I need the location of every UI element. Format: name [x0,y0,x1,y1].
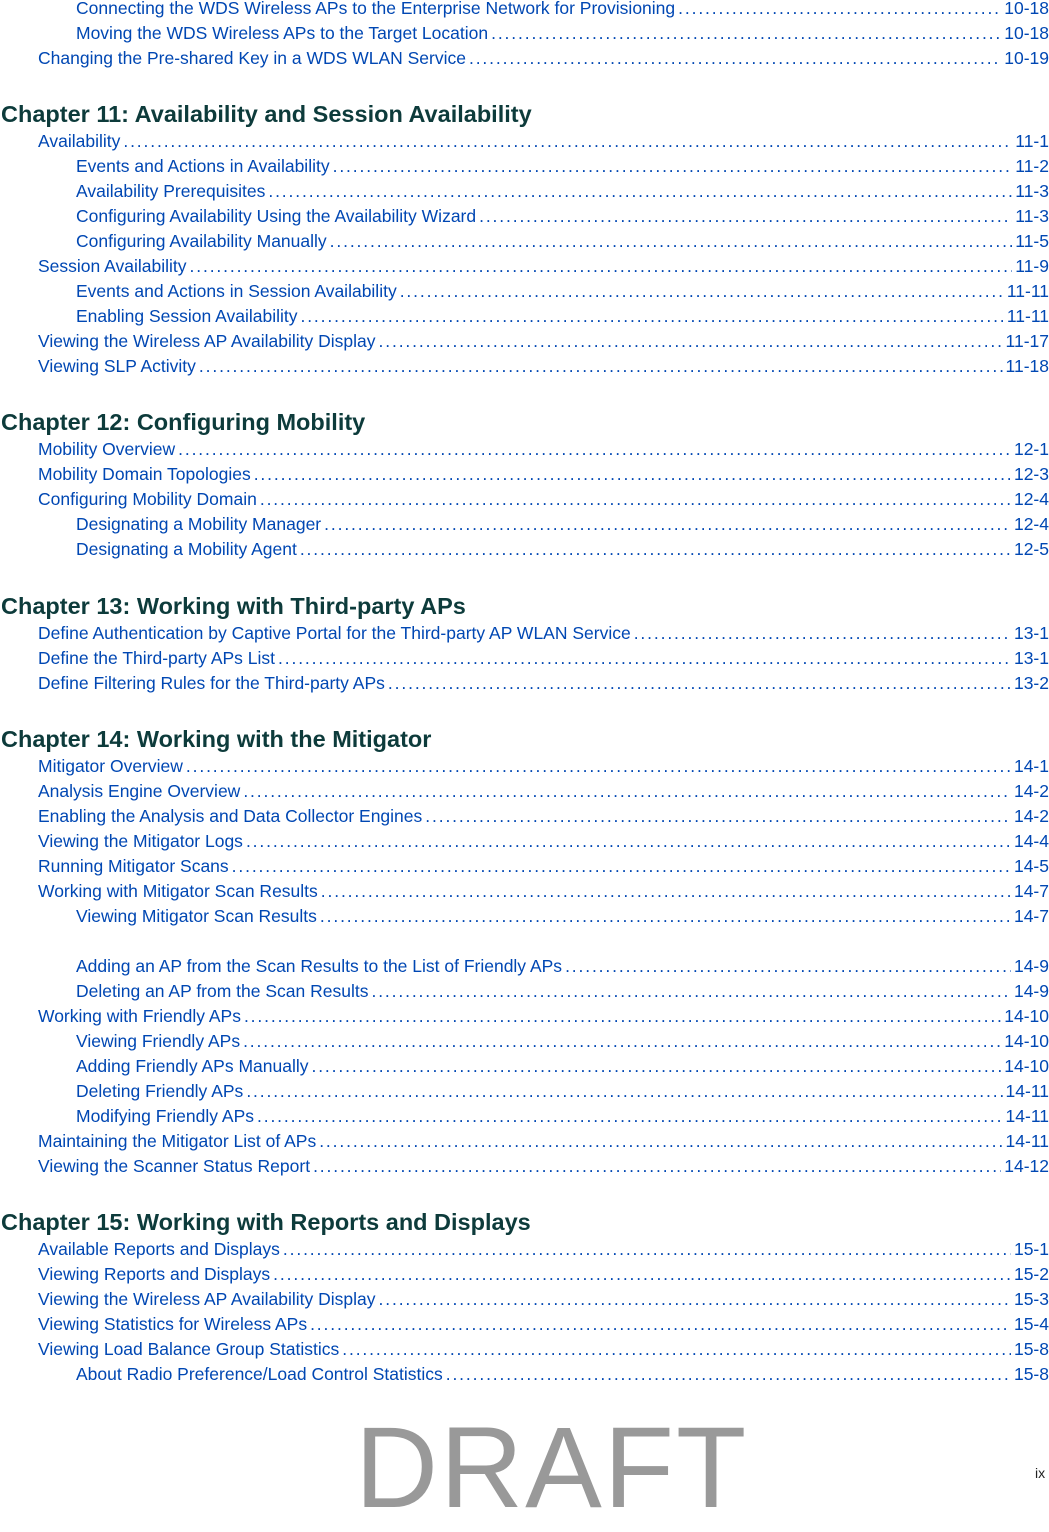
toc-entry[interactable] [76,205,1049,227]
toc-entry-title: Events and Actions in Availability [76,156,330,176]
toc-entry-title: Viewing Reports and Displays [38,1264,271,1284]
toc-entry-title: Mobility Overview [38,439,176,459]
toc-entry-page: 14-5 [1013,856,1049,876]
toc-entry[interactable] [38,647,1049,669]
toc-entry[interactable] [76,955,1049,977]
toc-entry[interactable] [38,1338,1049,1360]
toc-entry-page: 11-11 [1006,281,1049,301]
toc-entry-title: Running Mitigator Scans [38,856,229,876]
toc-entry-page: 15-1 [1013,1239,1049,1259]
toc-entry-title: Viewing the Scanner Status Report [38,1156,311,1176]
toc-entry[interactable] [76,0,1049,19]
toc-entry[interactable] [76,22,1049,44]
chapter-heading: Chapter 12: Configuring Mobility [1,409,366,435]
toc-entry[interactable] [38,1238,1049,1260]
toc-entry-page: 14-10 [1004,1056,1049,1076]
toc-entry-page: 14-10 [1004,1031,1049,1051]
toc-entry-title: Configuring Availability Manually [76,231,327,251]
toc-entry-page: 12-4 [1013,489,1049,509]
toc-entry-title: Availability Prerequisites [76,181,266,201]
toc-entry[interactable] [38,130,1049,152]
toc-entry-page: 15-2 [1013,1264,1049,1284]
toc-entry-page: 11-3 [1015,206,1049,226]
toc-entry-title: Viewing Statistics for Wireless APs [38,1314,308,1334]
toc-entry-title: Adding an AP from the Scan Results to the List of Friendly APs [76,956,563,976]
toc-entry-title: Changing the Pre-shared Key in a WDS WLAN Service [38,48,466,68]
toc-entry-page: 14-11 [1005,1081,1049,1101]
toc-entry[interactable] [38,1313,1049,1335]
toc-entry[interactable] [38,1263,1049,1285]
toc-entry-title: About Radio Preference/Load Control Statistics [76,1364,443,1384]
toc-entry[interactable] [76,905,1049,927]
toc-entry-title: Adding Friendly APs Manually [76,1056,309,1076]
toc-entry-title: Define Authentication by Captive Portal for the Third-party AP WLAN Service [38,623,631,643]
toc-entry[interactable] [38,880,1049,902]
toc-entry[interactable] [38,330,1049,352]
toc-entry-page: 10-18 [1004,23,1049,43]
toc-entry-page: 13-1 [1013,648,1049,668]
toc-entry-title: Define Filtering Rules for the Third-party APs [38,673,385,693]
toc-entry-title: Events and Actions in Session Availability [76,281,397,301]
toc-entry-page: 14-7 [1013,906,1049,926]
toc-entry-title: Enabling Session Availability [76,306,298,326]
toc-entry[interactable] [38,1005,1049,1027]
chapter-heading: Chapter 15: Working with Reports and Displays [1,1209,531,1235]
toc-entry-page: 11-3 [1015,181,1049,201]
toc-entry[interactable] [38,622,1049,644]
toc-entry-page: 10-18 [1004,0,1049,18]
toc-entry-title: Configuring Availability Using the Availability Wizard [76,206,477,226]
toc-entry[interactable] [38,755,1049,777]
toc-entry[interactable] [38,463,1049,485]
toc-entry-page: 14-4 [1013,831,1049,851]
toc-entry[interactable] [38,855,1049,877]
toc-entry-page: 12-3 [1013,464,1049,484]
toc-entry-page: 11-11 [1006,306,1049,326]
toc-entry-title: Designating a Mobility Agent [76,539,297,559]
toc-entry[interactable] [38,438,1049,460]
toc-entry-title: Maintaining the Mitigator List of APs [38,1131,317,1151]
toc-entry-title: Designating a Mobility Manager [76,514,322,534]
toc-entry[interactable] [38,47,1049,69]
toc-entry-page: 11-2 [1015,156,1049,176]
toc-entry-title: Connecting the WDS Wireless APs to the Enterprise Network for Provisioning [76,0,676,18]
toc-entry-title: Viewing the Wireless AP Availability Display [38,331,376,351]
toc-entry-page: 14-12 [1004,1156,1049,1176]
toc-entry-page: 14-10 [1004,1006,1049,1026]
toc-entry-title: Viewing Friendly APs [76,1031,241,1051]
toc-entry-page: 15-8 [1013,1364,1049,1384]
toc-entry-title: Analysis Engine Overview [38,781,241,801]
toc-entry-title: Viewing the Wireless AP Availability Display [38,1289,376,1309]
toc-entry[interactable] [38,672,1049,694]
toc-entry-page: 11-5 [1015,231,1049,251]
toc-entry-page: 15-8 [1013,1339,1049,1359]
toc-entry-page: 14-9 [1013,956,1049,976]
toc-entry-title: Mobility Domain Topologies [38,464,251,484]
toc-entry-title: Session Availability [38,256,187,276]
toc-entry[interactable] [38,255,1049,277]
toc-entry-title: Viewing Load Balance Group Statistics [38,1339,340,1359]
toc-entry-title: Viewing the Mitigator Logs [38,831,243,851]
toc-entry[interactable] [38,1288,1049,1310]
page-number: ix [1035,1465,1046,1481]
toc-entry[interactable] [76,1055,1049,1077]
toc-entry-page: 14-9 [1013,981,1049,1001]
toc-entry[interactable] [38,805,1049,827]
toc-entry-page: 13-1 [1013,623,1049,643]
toc-entry-page: 14-2 [1013,781,1049,801]
chapter-heading: Chapter 11: Availability and Session Availability [1,101,532,127]
toc-entry[interactable] [76,513,1049,535]
chapter-heading: Chapter 14: Working with the Mitigator [1,726,432,752]
toc-entry-page: 14-1 [1013,756,1049,776]
toc-entry-title: Configuring Mobility Domain [38,489,257,509]
toc-entry[interactable] [76,230,1049,252]
toc-entry-page: 14-11 [1005,1131,1049,1151]
toc-entry[interactable] [38,780,1049,802]
toc-entry-title: Define the Third-party APs List [38,648,276,668]
toc-entry[interactable] [76,280,1049,302]
toc-entry-page: 11-1 [1015,131,1049,151]
toc-entry-title: Enabling the Analysis and Data Collector Engines [38,806,423,826]
toc-entry-title: Deleting an AP from the Scan Results [76,981,369,1001]
toc-entry[interactable] [76,180,1049,202]
toc-entry-title: Modifying Friendly APs [76,1106,254,1126]
toc-entry-title: Mitigator Overview [38,756,183,776]
toc-entry-page: 14-2 [1013,806,1049,826]
chapter-heading: Chapter 13: Working with Third-party APs [1,593,466,619]
toc-entry-title: Available Reports and Displays [38,1239,280,1259]
toc-entry[interactable] [76,305,1049,327]
toc-entry-title: Moving the WDS Wireless APs to the Target Location [76,23,489,43]
toc-entry-page: 14-11 [1005,1106,1049,1126]
toc-entry-title: Viewing Mitigator Scan Results [76,906,317,926]
toc-entry[interactable] [38,1155,1049,1177]
toc-entry-page: 15-3 [1013,1289,1049,1309]
toc-entry[interactable] [38,830,1049,852]
toc-entry[interactable] [76,1030,1049,1052]
toc-entry-page: 11-18 [1005,356,1049,376]
toc-entry-page: 15-4 [1013,1314,1049,1334]
toc-entry[interactable] [38,1130,1049,1152]
toc-entry-title: Deleting Friendly APs [76,1081,244,1101]
toc-entry-title: Viewing SLP Activity [38,356,196,376]
toc-entry-page: 12-1 [1013,439,1049,459]
toc-entry[interactable] [38,355,1049,377]
toc-entry-page: 11-17 [1005,331,1049,351]
toc-entry-page: 11-9 [1015,256,1049,276]
toc-entry[interactable] [76,980,1049,1002]
toc-entry-page: 10-19 [1004,48,1049,68]
toc-entry[interactable] [76,1363,1049,1385]
toc-entry-title: Working with Mitigator Scan Results [38,881,318,901]
draft-watermark: DRAFT [355,1404,749,1532]
toc-entry[interactable] [76,1080,1049,1102]
toc-entry-title: Working with Friendly APs [38,1006,241,1026]
toc-entry-page: 12-4 [1013,514,1049,534]
toc-entry-title: Availability [38,131,121,151]
toc-entry[interactable] [38,488,1049,510]
toc-entry[interactable] [76,538,1049,560]
toc-entry-page: 13-2 [1013,673,1049,693]
toc-entry[interactable] [76,155,1049,177]
toc-entry[interactable] [76,1105,1049,1127]
toc-entry-page: 12-5 [1013,539,1049,559]
toc-entry-page: 14-7 [1013,881,1049,901]
